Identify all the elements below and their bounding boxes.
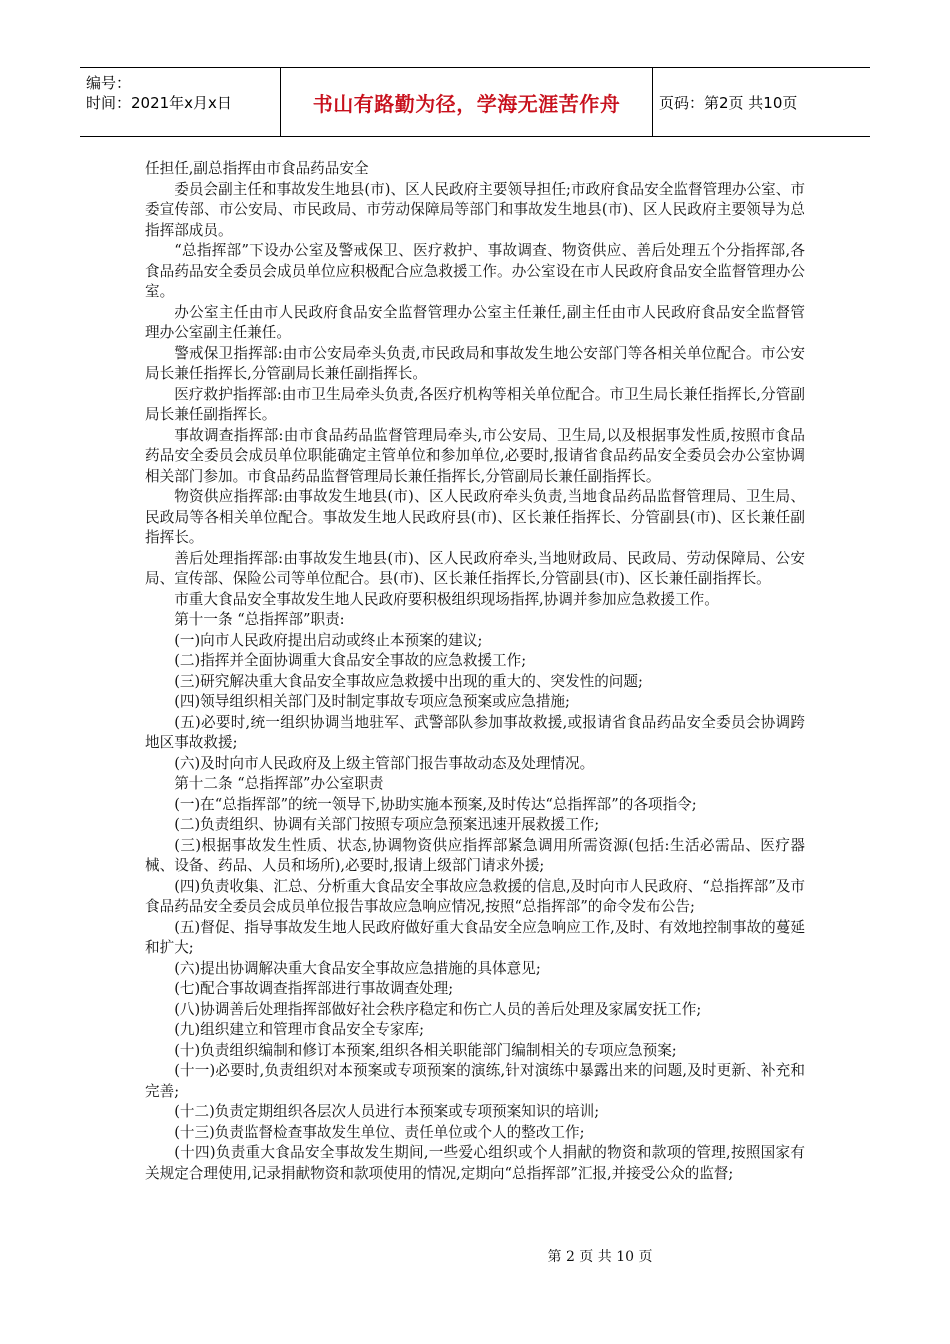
paragraph: 物资供应指挥部:由事故发生地县(市)、区人民政府牵头负责,当地食品药品监督管理局、卫生局、民政局等各相关单位配合。事故发生地人民政府县(市)、区长兼任指挥长、分管副县(市)、区长兼任副指挥长。 — [145, 488, 805, 546]
list-item: (十一)必要时,负责组织对本预案或专项预案的演练,针对演练中暴露出来的问题,及时更新、补充和完善; — [145, 1062, 805, 1100]
list-item: (五)督促、指导事故发生地人民政府做好重大食品安全应急响应工作,及时、有效地控制事故的蔓延和扩大; — [145, 918, 805, 956]
document-number: 编号： — [86, 74, 132, 92]
paragraph: 警戒保卫指挥部:由市公安局牵头负责,市民政局和事故发生地公安部门等各相关单位配合。市公安局长兼任指挥长,分管副局长兼任副指挥长。 — [145, 344, 805, 382]
paragraph: 市重大食品安全事故发生地人民政府要积极组织现场指挥,协调并参加应急救援工作。 — [174, 590, 719, 608]
list-item: (四)负责收集、汇总、分析重大食品安全事故应急救援的信息,及时向市人民政府、“总指挥部”及市食品药品安全委员会成员单位报告事故应急响应情况,按照“总指挥部”的命令发布公告; — [145, 877, 805, 915]
paragraph: 医疗救护指挥部:由市卫生局牵头负责,各医疗机构等相关单位配合。市卫生局长兼任指挥长,分管副局长兼任副指挥长。 — [145, 385, 805, 423]
article-heading: 第十二条 “总指挥部”办公室职责 — [174, 775, 384, 792]
list-item: (十三)负责监督检查事故发生单位、责任单位或个人的整改工作; — [174, 1123, 585, 1141]
page-footer: 第 2 页 共 10 页 — [547, 1249, 653, 1265]
list-item: (八)协调善后处理指挥部做好社会秩序稳定和伤亡人员的善后处理及家属安抚工作; — [174, 1000, 702, 1018]
header-meta — [80, 68, 281, 136]
list-item: (六)及时向市人民政府及上级主管部门报告事故动态及处理情况。 — [174, 754, 595, 772]
paragraph: 善后处理指挥部:由事故发生地县(市)、区人民政府牵头,当地财政局、民政局、劳动保障局、公安局、宣传部、保险公司等单位配合。县(市)、区长兼任指挥长,分管副县(市)、区长兼任副指挥长。 — [145, 549, 805, 587]
paragraph: 任担任,副总指挥由市食品药品安全 — [145, 160, 369, 177]
header-page-number: 页码：第2页 共10页 — [659, 93, 798, 112]
document-date: 时间：2021年x月x日 — [86, 94, 232, 112]
paragraph: 办公室主任由市人民政府食品安全监督管理办公室主任兼任,副主任由市人民政府食品安全监督管理办公室副主任兼任。 — [145, 303, 805, 341]
list-item: (七)配合事故调查指挥部进行事故调查处理; — [174, 980, 454, 997]
page-header — [80, 67, 870, 137]
list-item: (六)提出协调解决重大食品安全事故应急措施的具体意见; — [174, 959, 541, 977]
document-body — [145, 159, 805, 1184]
list-item: (九)组织建立和管理市食品安全专家库; — [174, 1021, 424, 1038]
paragraph: 事故调查指挥部:由市食品药品监督管理局牵头,市公安局、卫生局,以及根据事发性质,按照市食品药品安全委员会成员单位职能确定主管单位和参加单位,必要时,报请省食品药品安全委员会办公室协调相关部门参加。市食品药品监督管理局长兼任指挥长,分管副局长兼任副指挥长。 — [145, 426, 805, 485]
list-item: (三)研究解决重大食品安全事故应急救援中出现的重大的、突发性的问题; — [174, 672, 643, 690]
paragraph: 委员会副主任和事故发生地县(市)、区人民政府主要领导担任;市政府食品安全监督管理办公室、市委宣传部、市公安局、市民政局、市劳动保障局等部门和事故发生地县(市)、区人民政府主要领导为总指挥部成员。 — [145, 180, 805, 239]
list-item: (一)在“总指挥部”的统一领导下,协助实施本预案,及时传达“总指挥部”的各项指令; — [174, 795, 697, 813]
list-item: (二)负责组织、协调有关部门按照专项应急预案迅速开展救援工作; — [174, 816, 600, 833]
article-heading: 第十一条 “总指挥部”职责: — [174, 611, 345, 628]
list-item: (十)负责组织编制和修订本预案,组织各相关职能部门编制相关的专项应急预案; — [174, 1041, 677, 1059]
list-item: (一)向市人民政府提出启动或终止本预案的建议; — [174, 631, 483, 649]
list-item: (四)领导组织相关部门及时制定事故专项应急预案或应急措施; — [174, 693, 570, 710]
paragraph: “总指挥部”下设办公室及警戒保卫、医疗救护、事故调查、物资供应、善后处理五个分指挥部,各食品药品安全委员会成员单位应积极配合应急救援工作。办公室设在市人民政府食品安全监督管理办公室。 — [145, 242, 805, 300]
list-item: (十四)负责重大食品安全事故发生期间,一些爱心组织或个人捐献的物资和款项的管理,按照国家有关规定合理使用,记录捐献物资和款项使用的情况,定期向“总指挥部”汇报,并接受公众的监督; — [145, 1144, 805, 1182]
list-item: (五)必要时,统一组织协调当地驻军、武警部队参加事故救援,或报请省食品药品安全委员会协调跨地区事故救援; — [145, 713, 805, 751]
list-item: (十二)负责定期组织各层次人员进行本预案或专项预案知识的培训; — [174, 1103, 600, 1120]
list-item: (二)指挥并全面协调重大食品安全事故的应急救援工作; — [174, 652, 527, 669]
header-motto: 书山有路勤为径，学海无涯苦作舟 — [281, 68, 653, 136]
list-item: (三)根据事故发生性质、状态,协调物资供应指挥部紧急调用所需资源(包括:生活必需品、医疗器械、设备、药品、人员和场所),必要时,报请上级部门请求外援; — [145, 836, 805, 874]
